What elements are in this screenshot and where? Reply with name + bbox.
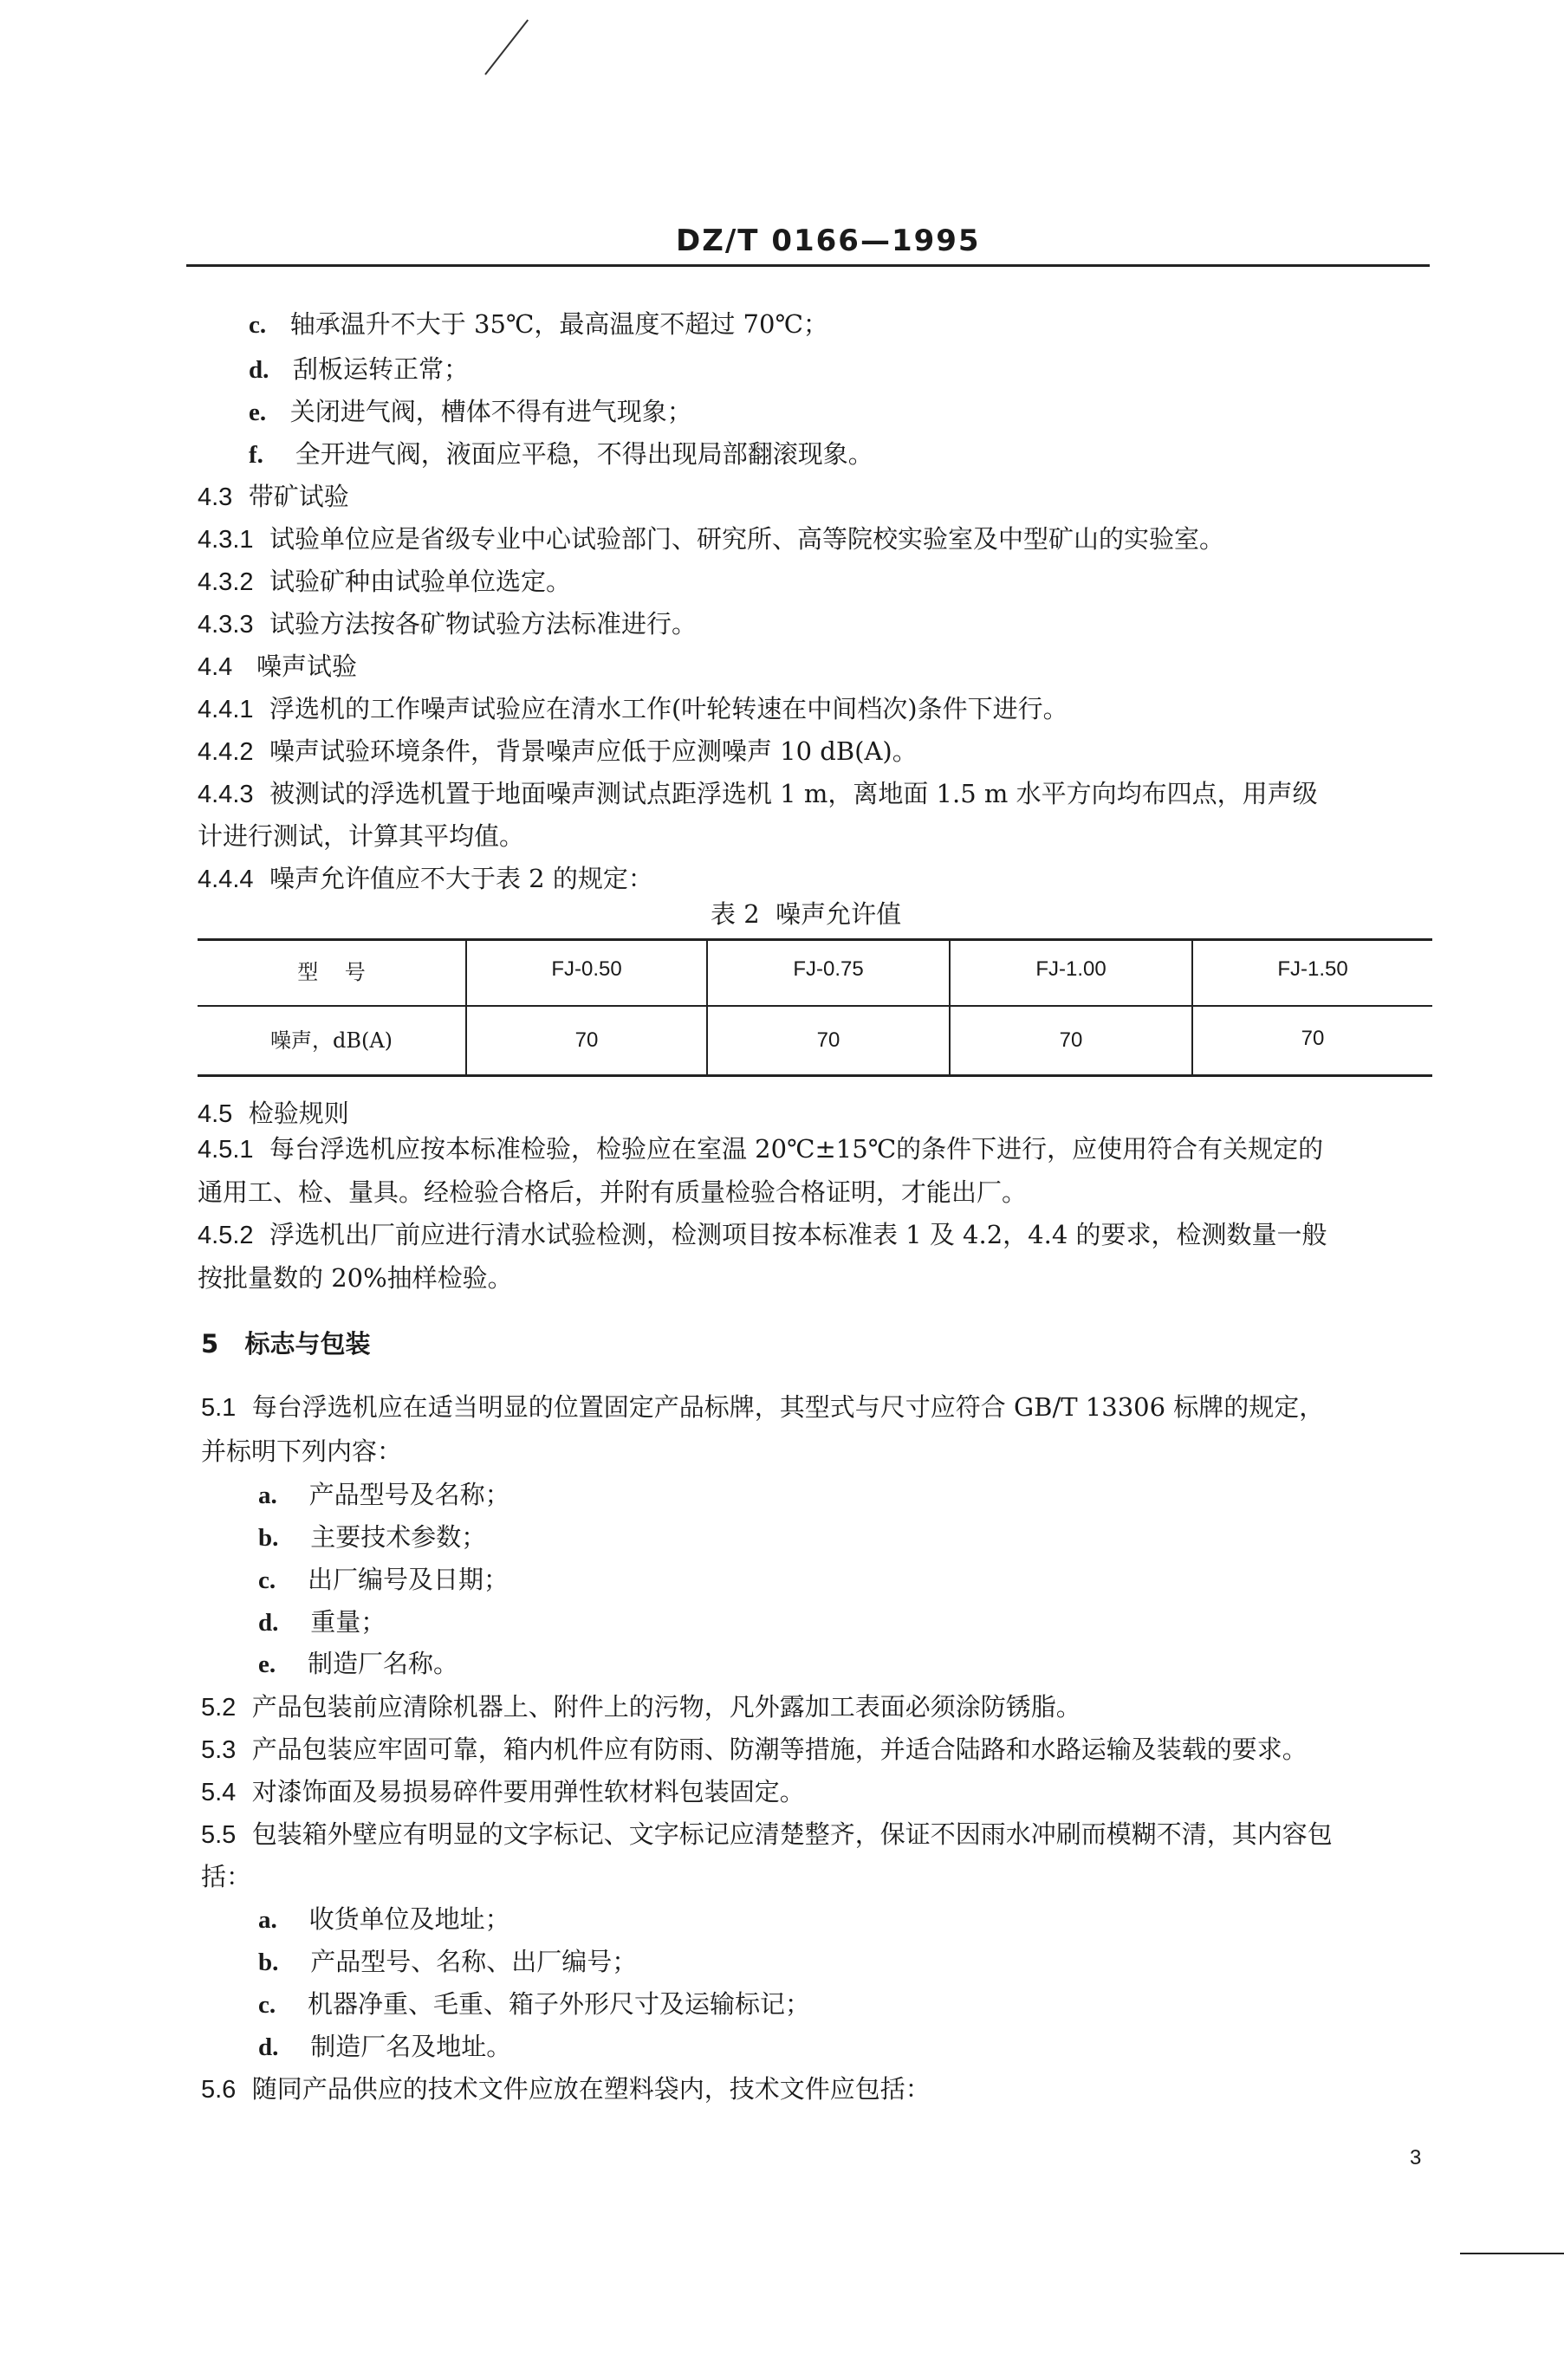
list-item: a. 产品型号及名称； [258, 1480, 510, 1509]
clause: 4.4.1 浮选机的工作噪声试验应在清水工作(叶轮转速在中间档次)条件下进行。 [198, 694, 1068, 723]
clause: 4.3.1 试验单位应是省级专业中心试验部门、研究所、高等院校实验室及中型矿山的实验室。 [198, 524, 1224, 554]
clause: 4.5.2 浮选机出厂前应进行清水试验检测，检测项目按本标准表 1 及 4.2，4.4 的要求，检测数量一般 [198, 1220, 1327, 1249]
list-item: d. 刮板运转正常； [249, 354, 470, 384]
table-header-model: FJ-1.00 [1035, 957, 1106, 981]
table-header-label: 型 号 [297, 960, 366, 984]
clause-continuation: 通用工、检、量具。经检验合格后，并附有质量检验合格证明，才能出厂。 [198, 1177, 1028, 1207]
list-item: b. 产品型号、名称、出厂编号； [258, 1947, 638, 1976]
header-rule [186, 264, 1430, 267]
list-item: c. 轴承温升不大于 35℃，最高温度不超过 70℃； [249, 309, 828, 339]
table-mid-rule [198, 1005, 1432, 1007]
list-item: a. 收货单位及地址； [258, 1904, 510, 1934]
clause: 5.1 每台浮选机应在适当明显的位置固定产品标牌，其型式与尺寸应符合 GB/T 13306 标牌的规定， [201, 1392, 1325, 1422]
table-header-model: FJ-0.50 [551, 957, 622, 981]
table-row-label: 噪声，dB(A) [269, 1028, 393, 1053]
table-header-model: FJ-1.50 [1277, 957, 1348, 981]
table-cell-value: 70 [1301, 1027, 1325, 1050]
table-cell-value: 70 [1059, 1028, 1083, 1052]
section-heading: 4.5 检验规则 [198, 1099, 349, 1128]
list-item: e. 制造厂名称。 [258, 1649, 459, 1678]
section-heading: 4.4 噪声试验 [198, 652, 357, 681]
table-bottom-rule [198, 1074, 1432, 1077]
list-item: f. 全开进气阀，液面应平稳，不得出现局部翻滚现象。 [249, 439, 873, 469]
clause: 4.5.1 每台浮选机应按本标准检验，检验应在室温 20℃±15℃的条件下进行，应使用符合有关规定的 [198, 1134, 1324, 1164]
standard-code-header: DZ/T 0166—1995 [676, 224, 981, 258]
section-heading: 4.3 带矿试验 [198, 482, 349, 511]
footer-scan-rule [1460, 2253, 1564, 2254]
table-caption: 表 2 噪声允许值 [711, 899, 902, 929]
list-item: d. 重量； [258, 1607, 386, 1637]
list-item: c. 机器净重、毛重、箱子外形尺寸及运输标记； [258, 1989, 811, 2019]
clause-continuation: 括： [201, 1862, 252, 1891]
clause: 4.3.2 试验矿种由试验单位选定。 [198, 567, 571, 596]
table-cell-value: 70 [574, 1028, 599, 1052]
table-top-rule [198, 938, 1432, 941]
chapter-heading: 5 标志与包装 [201, 1329, 371, 1359]
table-header-model: FJ-0.75 [793, 957, 864, 981]
clause-continuation: 并标明下列内容： [201, 1436, 403, 1466]
clause: 4.3.3 试验方法按各矿物试验方法标准进行。 [198, 609, 697, 639]
clause-continuation: 按批量数的 20%抽样检验。 [198, 1263, 513, 1293]
list-item: b. 主要技术参数； [258, 1522, 487, 1552]
list-item: d. 制造厂名及地址。 [258, 2032, 512, 2061]
clause-continuation: 计进行测试，计算其平均值。 [198, 821, 525, 851]
scan-artifact-stroke [484, 19, 529, 75]
clause: 5.2 产品包装前应清除机器上、附件上的污物，凡外露加工表面必须涂防锈脂。 [201, 1692, 1081, 1722]
clause: 5.5 包装箱外壁应有明显的文字标记、文字标记应清楚整齐，保证不因雨水冲刷而模糊不清，其内容包 [201, 1819, 1333, 1849]
clause: 5.4 对漆饰面及易损易碎件要用弹性软材料包装固定。 [201, 1777, 805, 1806]
clause: 4.4.2 噪声试验环境条件，背景噪声应低于应测噪声 10 dB(A)。 [198, 736, 918, 766]
clause: 5.6 随同产品供应的技术文件应放在塑料袋内，技术文件应包括： [201, 2074, 931, 2104]
table-cell-value: 70 [816, 1028, 840, 1052]
list-item: e. 关闭进气阀，槽体不得有进气现象； [249, 397, 692, 426]
clause: 5.3 产品包装应牢固可靠，箱内机件应有防雨、防潮等措施，并适合陆路和水路运输及装载的要求。 [201, 1735, 1308, 1764]
clause: 4.4.3 被测试的浮选机置于地面噪声测试点距浮选机 1 m，离地面 1.5 m 水平方向均布四点，用声级 [198, 779, 1318, 808]
clause: 4.4.4 噪声允许值应不大于表 2 的规定： [198, 864, 653, 893]
page-number: 3 [1410, 2146, 1422, 2169]
list-item: c. 出厂编号及日期； [258, 1565, 509, 1594]
